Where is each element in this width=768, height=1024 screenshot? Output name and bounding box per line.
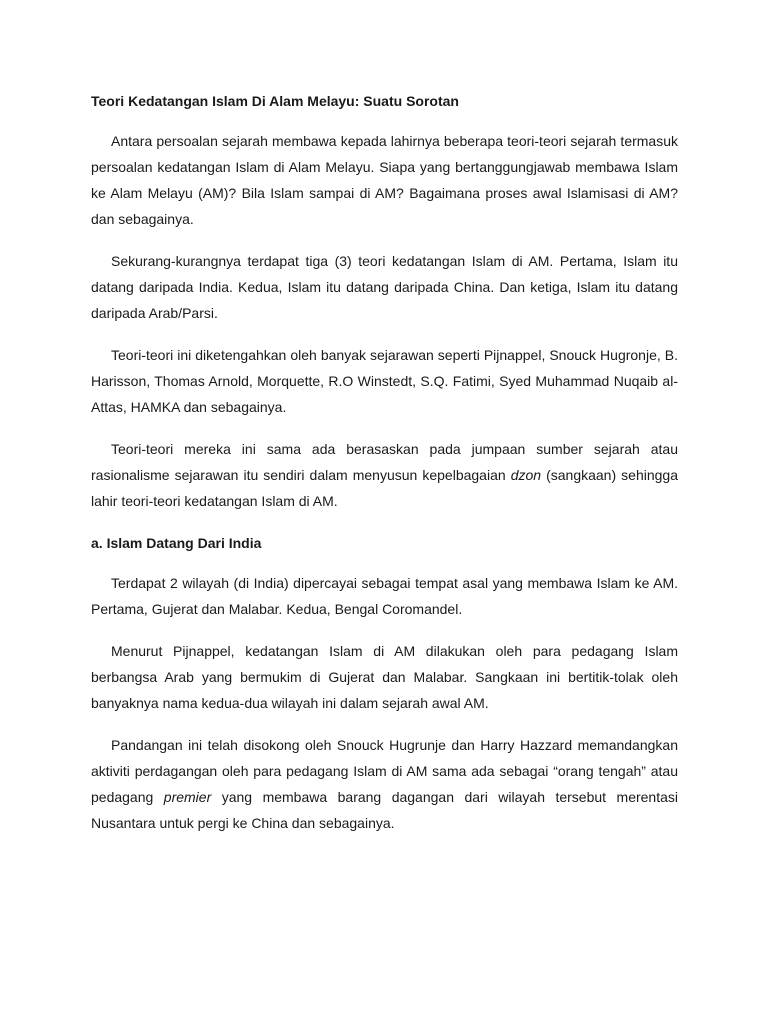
section-a-paragraph-2: Menurut Pijnappel, kedatangan Islam di AM dilakukan oleh para pedagang Islam berbangsa Arab yang bermukim di Gujerat dan Malabar. Sangkaan ini bertitik-tolak oleh banyaknya nama kedua-dua wilayah ini dalam sejarah awal AM. xyxy=(91,643,678,711)
intro-paragraph-1: Antara persoalan sejarah membawa kepada lahirnya beberapa teori-teori sejarah termasuk persoalan kedatangan Islam di Alam Melayu. Siapa yang bertanggungjawab membawa Islam ke Alam Melayu (AM)? Bila Islam sampai di AM? Bagaimana proses awal Islamisasi di AM? dan sebagainya. xyxy=(91,133,678,227)
section-a-paragraph-3-text-b: yang membawa barang dagangan dari wilayah tersebut merentasi Nusantara untuk pergi ke China dan sebagainya. xyxy=(91,789,678,831)
intro-paragraph-2: Sekurang-kurangnya terdapat tiga (3) teori kedatangan Islam di AM. Pertama, Islam itu datang daripada India. Kedua, Islam itu datang daripada China. Dan ketiga, Islam itu datang daripada Arab/Parsi. xyxy=(91,253,678,321)
section-a-heading: a. Islam Datang Dari India xyxy=(91,535,262,551)
intro-paragraph-3: Teori-teori ini diketengahkan oleh banyak sejarawan seperti Pijnappel, Snouck Hugronje, B. Harisson, Thomas Arnold, Morquette, R.O Winstedt, S.Q. Fatimi, Syed Muhammad Nuqaib al-Attas, HAMKA dan sebagainya. xyxy=(91,347,678,415)
section-a-paragraph-3-italic: premier xyxy=(163,789,212,805)
intro-paragraph-4-text-a: Teori-teori mereka ini sama ada berasaskan pada jumpaan sumber sejarah atau rasionalisme sejarawan itu sendiri dalam menyusun kepelbagaian xyxy=(91,441,678,483)
intro-paragraph-4-text-b: (sangkaan) sehingga lahir teori-teori kedatangan Islam di AM. xyxy=(91,467,678,509)
section-a-paragraph-3 xyxy=(91,732,678,836)
section-a-paragraph-3-text-a: Pandangan ini telah disokong oleh Snouck Hugrunje dan Harry Hazzard memandangkan aktiviti perdagangan oleh para pedagang Islam di AM sama ada sebagai “orang tengah” atau pedagang xyxy=(91,737,678,805)
document-title: Teori Kedatangan Islam Di Alam Melayu: Suatu Sorotan xyxy=(91,93,459,109)
intro-paragraph-4-italic: dzon xyxy=(510,467,542,483)
intro-paragraph-4 xyxy=(91,436,678,514)
section-a-paragraph-1: Terdapat 2 wilayah (di India) dipercayai sebagai tempat asal yang membawa Islam ke AM. Pertama, Gujerat dan Malabar. Kedua, Bengal Coromandel. xyxy=(91,575,678,617)
document-page xyxy=(91,92,678,836)
